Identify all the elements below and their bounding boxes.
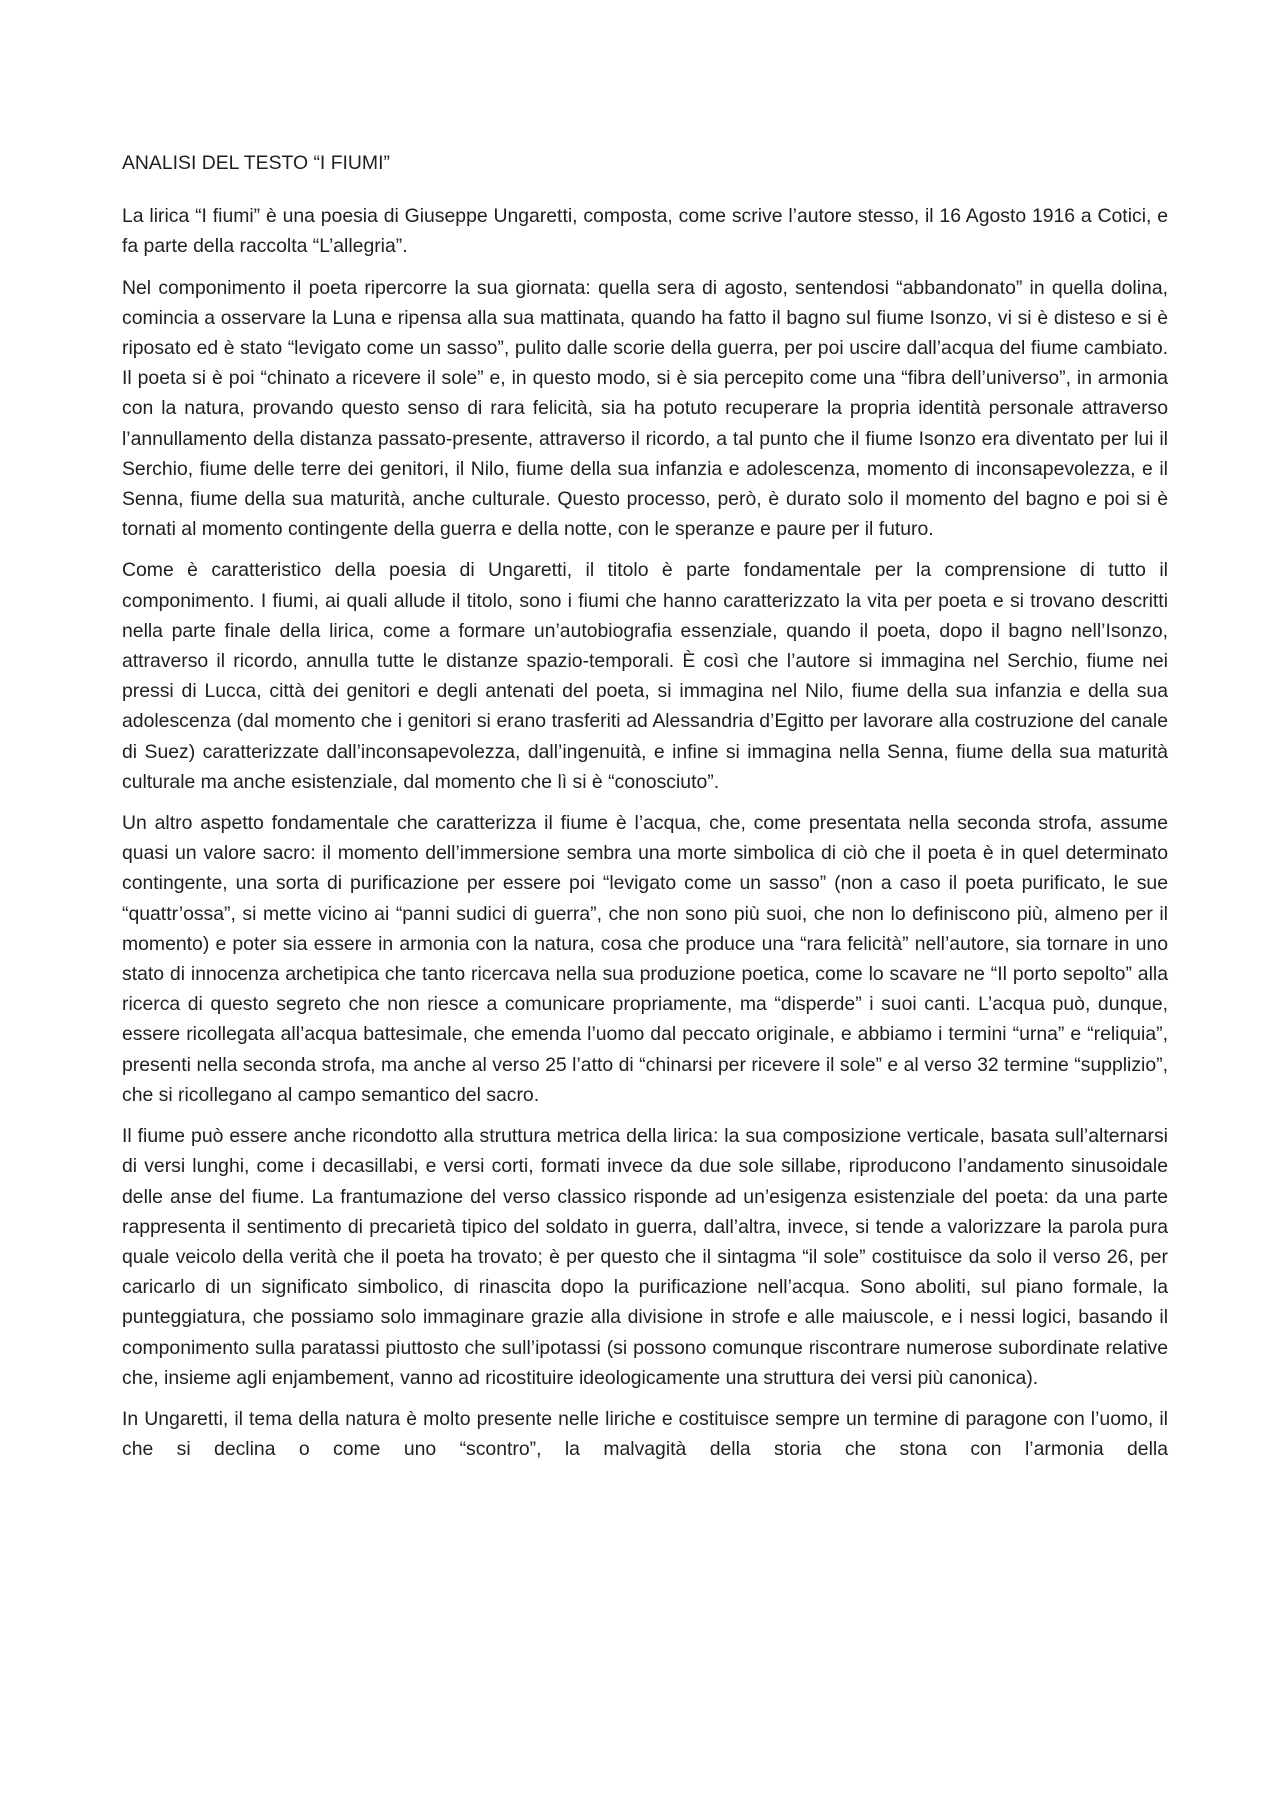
paragraph-title-analysis: Come è caratteristico della poesia di Ungaretti, il titolo è parte fondamentale per la comprensione di tutto il componimento. I fiumi, ai quali allude il titolo, sono i fiumi che hanno caratterizzato la vita per poeta e si trovano descritti nella parte finale della lirica, come a formare un’autobiografia essenziale, quando il poeta, dopo il bagno nell’Isonzo, attraverso il ricordo, annulla tutte le distanze spazio-temporali. È così che l’autore si immagina nel Serchio, fiume nei pressi di Lucca, città dei genitori e degli antenati del poeta, si immagina nel Nilo, fiume della sua infanzia e della sua adolescenza (dal momento che i genitori si erano trasferiti ad Alessandria d’Egitto per lavorare alla costruzione del canale di Suez) caratterizzate dall’inconsapevolezza, dall’ingenuità, e infine si immagina nella Senna, fiume della sua maturità culturale ma anche esistenziale, dal momento che lì si è “conosciuto”. [122, 559, 1168, 793]
document-page [122, 148, 1168, 1464]
paragraph-nature-theme: In Ungaretti, il tema della natura è molto presente nelle liriche e costituisce sempre un termine di paragone con l’uomo, il che si declina o come uno “scontro”, la malvagità della storia che stona con l’armonia della [122, 1407, 1168, 1461]
paragraph-introduction: La lirica “I fiumi” è una poesia di Giuseppe Ungaretti, composta, come scrive l’autore stesso, il 16 Agosto 1916 a Cotici, e fa parte della raccolta “L’allegria”. [122, 205, 1168, 258]
paragraph-metric-structure: Il fiume può essere anche ricondotto alla struttura metrica della lirica: la sua composizione verticale, basata sull’alternarsi di versi lunghi, come i decasillabi, e versi corti, formati invece da due sole sillabe, riproducono l’andamento sinusoidale delle anse del fiume. La frantumazione del verso classico risponde ad un’esigenza esistenziale del poeta: da una parte rappresenta il sentimento di precarietà tipico del soldato in guerra, dall’altra, invece, si tende a valorizzare la parola pura quale veicolo della verità che il poeta ha trovato; è per questo che il sintagma “il sole” costituisce da solo il verso 26, per caricarlo di un significato simbolico, di rinascita dopo la purificazione nell’acqua. Sono aboliti, sul piano formale, la punteggiatura, che possiamo solo immaginare grazie alla divisione in strofe e alle maiuscole, e i nessi logici, basando il componimento sulla paratassi piuttosto che sull’ipotassi (si possono comunque riscontrare numerose subordinate relative che, insieme agli enjambement, vanno ad ricostituire ideologicamente una struttura dei versi più canonica). [122, 1125, 1168, 1389]
document-title: ANALISI DEL TESTO “I FIUMI” [122, 152, 390, 174]
paragraph-water-symbolism: Un altro aspetto fondamentale che caratterizza il fiume è l’acqua, che, come presentata nella seconda strofa, assume quasi un valore sacro: il momento dell’immersione sembra una morte simbolica di ciò che il poeta è in quel determinato contingente, una sorta di purificazione per essere poi “levigato come un sasso” (non a caso il poeta purificato, le sue “quattr’ossa”, si mette vicino ai “panni sudici di guerra”, che non sono più suoi, che non lo definiscono più, almeno per il momento) e poter sia essere in armonia con la natura, cosa che produce una “rara felicità” nell’autore, sia tornare in uno stato di innocenza archetipica che tanto ricercava nella sua produzione poetica, come lo scavare ne “Il porto sepolto” alla ricerca di questo segreto che non riesce a comunicare propriamente, ma “disperde” i suoi canti. L’acqua può, dunque, essere ricollegata all’acqua battesimale, che emenda l’uomo dal peccato originale, e abbiamo i termini “urna” e “reliquia”, presenti nella seconda strofa, ma anche al verso 25 l’atto di “chinarsi per ricevere il sole” e al verso 32 termine “supplizio”, che si ricollegano al campo semantico del sacro. [122, 812, 1168, 1106]
paragraph-summary: Nel componimento il poeta ripercorre la sua giornata: quella sera di agosto, sentendosi “abbandonato” in quella dolina, comincia a osservare la Luna e ripensa alla sua mattinata, quando ha fatto il bagno sul fiume Isonzo, vi si è disteso e si è riposato ed è stato “levigato come un sasso”, pulito dalle scorie della guerra, per poi uscire dall’acqua del fiume cambiato. Il poeta si è poi “chinato a ricevere il sole” e, in questo modo, si è sia percepito come una “fibra dell’universo”, in armonia con la natura, provando questo senso di rara felicità, sia ha potuto recuperare la propria identità personale attraverso l’annullamento della distanza passato-presente, attraverso il ricordo, a tal punto che il fiume Isonzo era diventato per lui il Serchio, fiume delle terre dei genitori, il Nilo, fiume della sua infanzia e adolescenza, momento di inconsapevolezza, e il Senna, fiume della sua maturità, anche culturale. Questo processo, però, è durato solo il momento del bagno e poi si è tornati al momento contingente della guerra e della notte, con le speranze e paure per il futuro. [122, 276, 1168, 541]
